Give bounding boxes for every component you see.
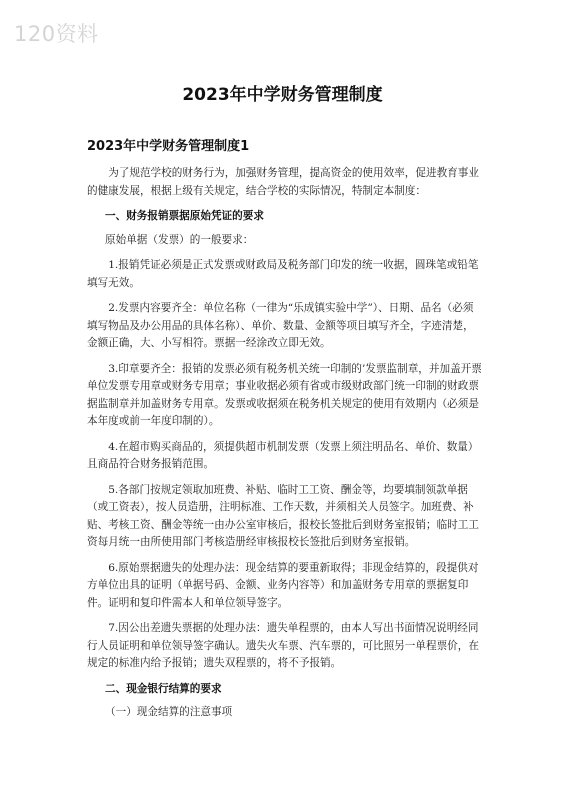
paragraph-item-7: 7.因公出差遗失票据的处理办法：遗失单程票的，由本人写出书面情况说明经同行人员证明和单位领导签字确认。遗失火车票、汽车票的，可比照另一单程票价，在规定的标准内给予报销；遗失双程票的，将不予报销。 [87, 622, 479, 669]
heading-reimbursement-requirements: 一、财务报销票据原始凭证的要求 [105, 210, 264, 222]
paragraph-item-4: 4.在超市购买商品的，须提供超市机制发票（发票上须注明品名、单价、数量）且商品符合财务报销范围。 [87, 440, 479, 470]
heading-cash-bank-settlement: 二、现金银行结算的要求 [105, 682, 222, 695]
paragraph-item-1: 1.报销凭证必须是正式发票或财政局及税务部门印发的统一收据，圆珠笔或铅笔填写无效。 [87, 259, 479, 289]
paragraph-item-5: 5.各部门按规定领取加班费、补贴、临时工工资、酬金等，均要填制领款单据（或工资表），按人员造册，注明标准、工作天数，并须相关人员签字。加班费、补贴、考核工资、酬金等统一由办公室审核后，报校长签批后到财务室报销；临时工工资每月统一由所使用部门考核造册经审核报校长签批后到财务室报销。 [87, 483, 479, 548]
paragraph-item-6: 6.原始票据遗失的处理办法：现金结算的要重新取得；非现金结算的，段提供对方单位出具的证明（单据号码、金额、业务内容等）和加盖财务专用章的票据复印件。证明和复印件需本人和单位领导签字。 [87, 561, 479, 609]
paragraph-item-2: 2.发票内容要齐全：单位名称（一律为“乐成镇实验中学”）、日期、品名（必须填写物品及办公用品的具体名称）、单价、数量、金额等项目填写齐全，字迹清楚，金额正确，大、小写相符。票据一经涂改立即无效。 [87, 302, 474, 349]
paragraph-intro: 为了规范学校的财务行为，加强财务管理，提高资金的使用效率，促进教育事业的健康发展，根据上级有关规定，结合学校的实际情况，特制定本制度： [87, 167, 479, 197]
paragraph-item-3: 3.印章要齐全：报销的发票必须有税务机关统一印制的’发票监制章，并加盖开票单位发票专用章或财务专用章；事业收据必须有省或市级财政部门统一印制的财政票据监制章并加盖财务专用章。发票或收据须在税务机关规定的使用有效期内（必须是本年度或前一年度印制的）。 [87, 362, 482, 427]
paragraph-general-requirements: 原始单据（发票）的一般要求： [105, 233, 254, 246]
paragraph-cash-notes: （一）现金结算的注意事项 [105, 706, 233, 718]
document-body [87, 165, 482, 730]
section-heading: 2023年中学财务管理制度1 [87, 139, 250, 154]
document-title: 2023年中学财务管理制度 [182, 85, 383, 105]
watermark: 120资料 [14, 22, 99, 46]
